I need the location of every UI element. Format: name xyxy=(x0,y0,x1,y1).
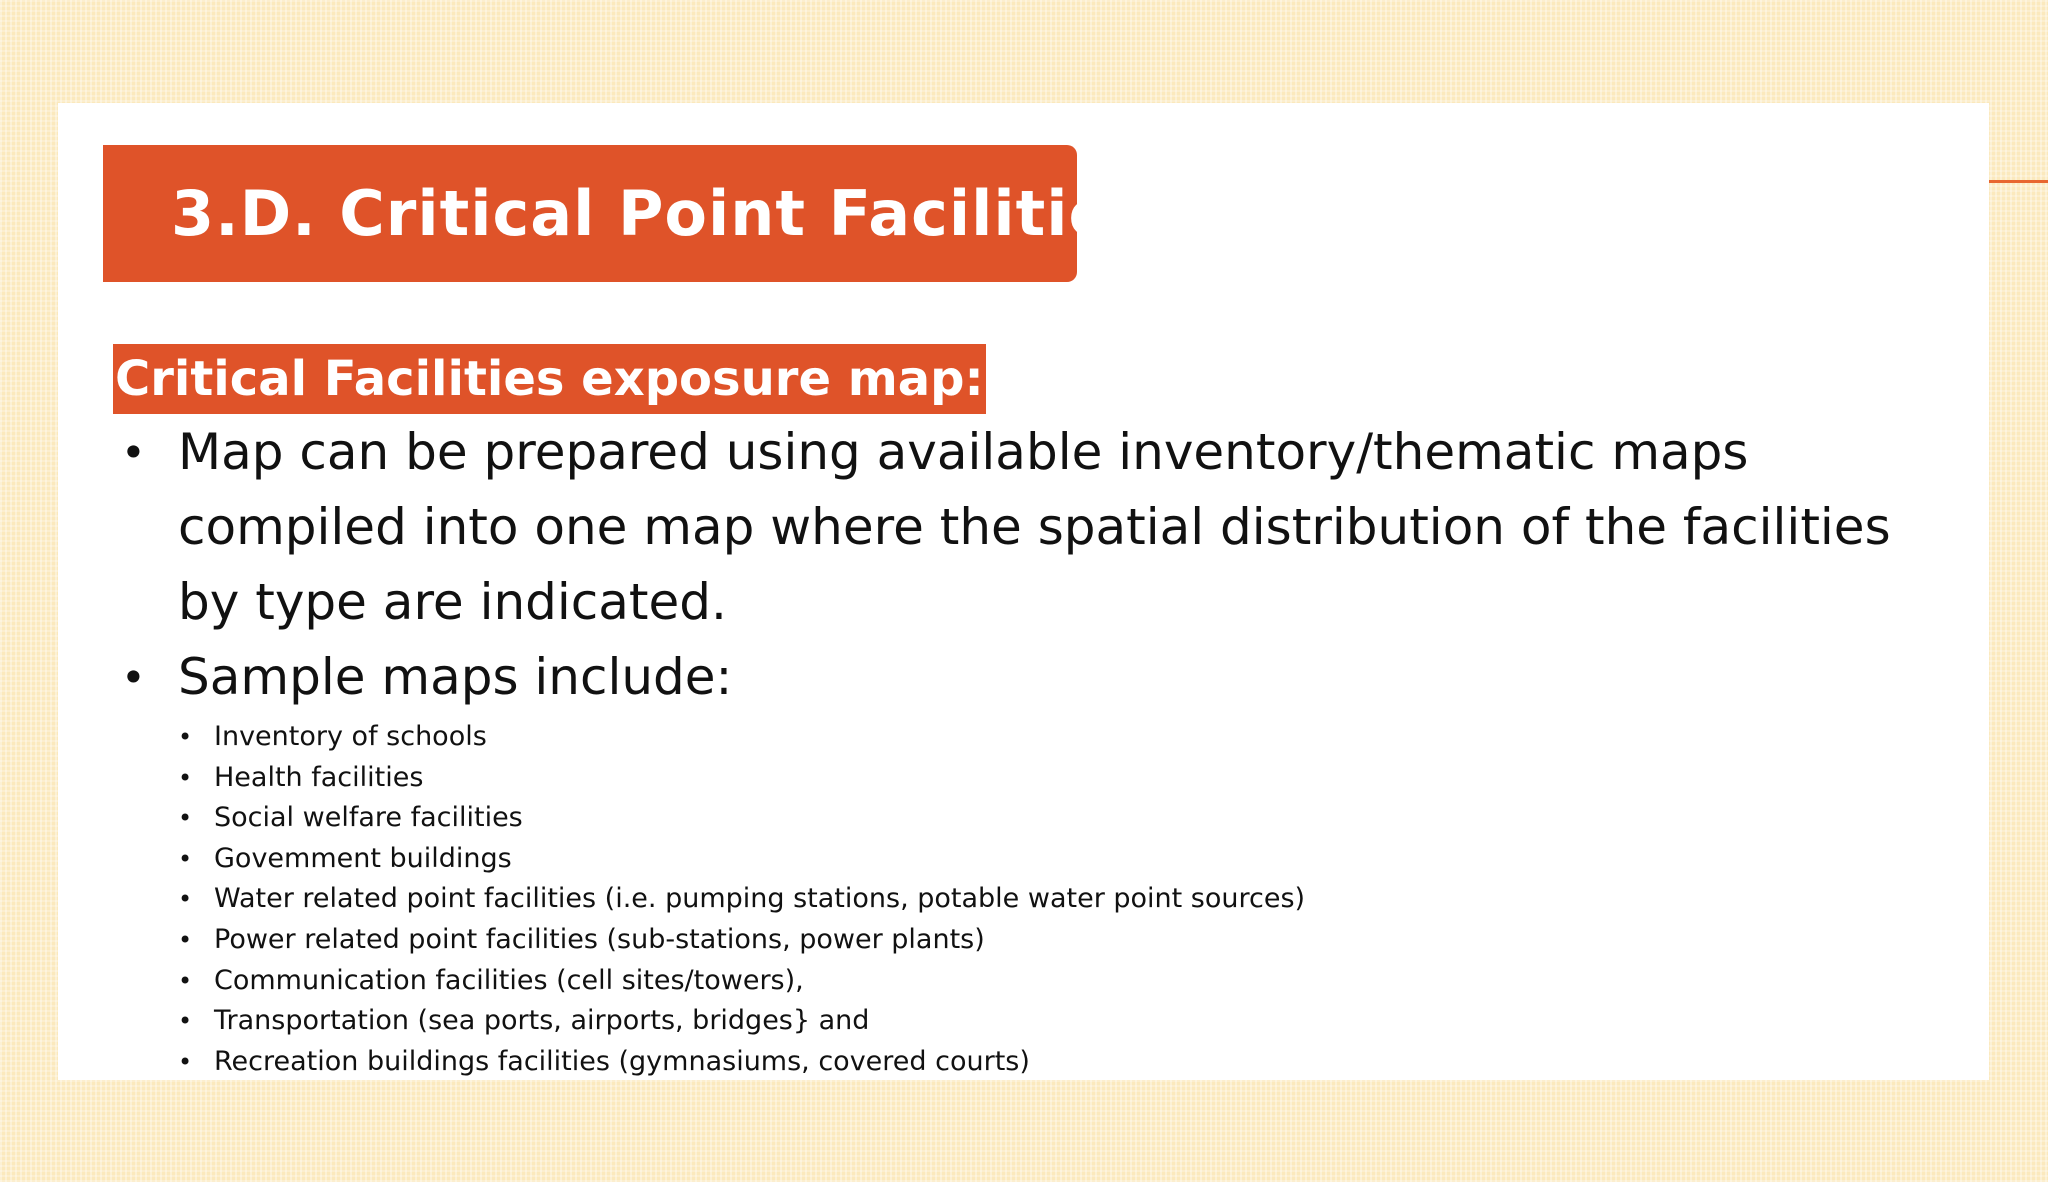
bullet-dot-icon: • xyxy=(178,804,193,833)
bullet-dot-icon: • xyxy=(178,763,193,792)
sub-bullet-item xyxy=(178,879,1943,920)
sub-bullet-item xyxy=(178,1042,1943,1083)
sample-maps-list xyxy=(178,717,1943,1082)
sub-bullet-text: Recreation buildings facilities (gymnasiums, covered courts) xyxy=(214,1045,1030,1077)
sub-bullet-text: Health facilities xyxy=(214,761,424,793)
bullet-dot-icon: • xyxy=(178,1007,193,1036)
slide-title: 3.D. Critical Point Facilities xyxy=(171,177,1150,250)
title-banner xyxy=(103,145,1150,282)
sub-bullet-item xyxy=(178,798,1943,839)
bullet-dot-icon: • xyxy=(121,653,146,702)
bullet-dot-icon: • xyxy=(178,844,193,873)
section-subtitle: Critical Facilities exposure map: xyxy=(113,344,986,414)
sub-bullet-item xyxy=(178,961,1943,1002)
sub-bullet-item xyxy=(178,920,1943,961)
sub-bullet-text: Water related point facilities (i.e. pumping stations, potable water point sources) xyxy=(214,883,1306,915)
main-bullet-list xyxy=(113,415,1943,1082)
sub-bullet-item xyxy=(178,839,1943,880)
sub-bullet-item xyxy=(178,717,1943,758)
bullet-dot-icon: • xyxy=(178,885,193,914)
sub-bullet-text: Inventory of schools xyxy=(214,721,487,752)
sub-bullet-text: Govemment buildings xyxy=(214,842,512,874)
bullet-item xyxy=(113,415,1943,640)
sub-bullet-item xyxy=(178,1001,1943,1042)
slide xyxy=(58,103,1989,1080)
bullet-item xyxy=(113,640,1943,1082)
bullet-dot-icon: • xyxy=(178,723,193,751)
bullet-dot-icon: • xyxy=(178,1047,193,1076)
bullet-dot-icon: • xyxy=(178,925,193,954)
sub-bullet-text: Communication facilities (cell sites/towers), xyxy=(214,964,804,996)
sub-bullet-item xyxy=(178,758,1943,799)
sub-bullet-text: Power related point facilities (sub-stations, power plants) xyxy=(214,923,985,955)
bullet-dot-icon: • xyxy=(178,966,193,995)
sub-bullet-text: Social welfare facilities xyxy=(214,802,523,834)
sub-bullet-text: Transportation (sea ports, airports, bridges} and xyxy=(214,1005,870,1037)
accent-line xyxy=(1989,180,2048,183)
bullet-text: Map can be prepared using available inventory/thematic maps compiled into one map where the spatial distribution of the facilities by type are indicated. xyxy=(178,423,1891,631)
bullet-dot-icon: • xyxy=(121,428,146,477)
bullet-text: Sample maps include: xyxy=(178,648,733,706)
